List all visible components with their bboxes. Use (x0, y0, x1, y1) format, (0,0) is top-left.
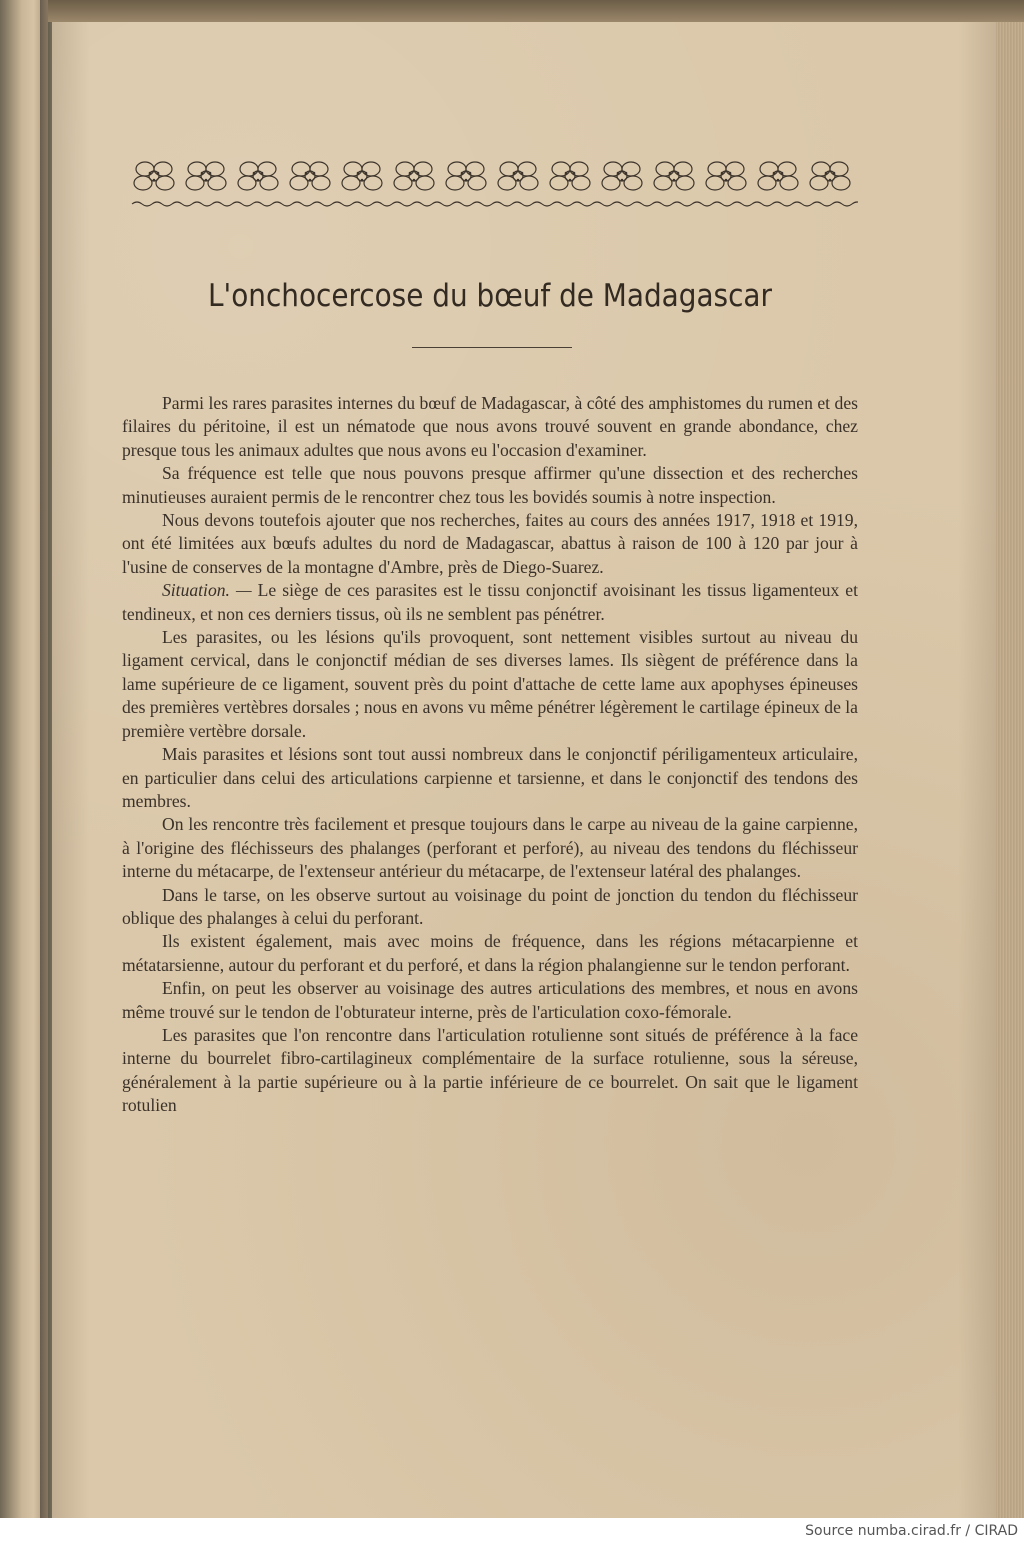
flower-ornament-icon (342, 162, 382, 190)
flower-ornament-icon (550, 162, 590, 190)
flower-ornament-icon (706, 162, 746, 190)
flower-ornament-icon (654, 162, 694, 190)
paragraph-4 (122, 579, 858, 626)
flower-ornament-icon (602, 162, 642, 190)
flower-ornament-icon (186, 162, 226, 190)
paragraph-7: On les rencontre très facilement et presque toujours dans le carpe au niveau de la gaine carpienne, à l'origine des fléchisseurs des phalanges (perforant et perforé), au niveau des tendons du fléchisseur interne du métacarpe, de l'extenseur antérieur du métacarpe, de l'extenseur latéral des phalanges. (122, 814, 858, 882)
paragraph-5: Les parasites, ou les lésions qu'ils provoquent, sont nettement visibles surtout au niveau du ligament cervical, dans le conjonctif médian de ses diverses lames. Ils siègent de préférence dans la lame supérieure de ce ligament, souvent près du point d'attache de cette lame aux apophyses épineuses des premières vertèbres dorsales ; nous en avons vu même pénétrer légèrement le cartilage épineux de la première vertèbre dorsale. (122, 627, 858, 741)
top-page-edge (48, 0, 1024, 22)
paragraph-6: Mais parasites et lésions sont tout aussi nombreux dans le conjonctif périligamenteux articulaire, en particulier dans celui des articulations carpienne et tarsienne, et dans le conjonctif des tendons des membres. (122, 744, 858, 811)
article-title: L'onchocercose du bœuf de Madagascar (208, 278, 772, 314)
flower-ornament-icon (498, 162, 538, 190)
flower-ornament-icon (134, 162, 174, 190)
flower-ornament-icon (758, 162, 798, 190)
title-underline-rule (412, 347, 572, 348)
paragraph-1: Parmi les rares parasites internes du bœuf de Madagascar, à côté des amphistomes du rumen et des filaires du péritoine, il est un nématode que nous avons trouvé souvent en grande abondance, chez presque tous les animaux adultes que nous avons eu l'occasion d'examiner. (122, 393, 858, 460)
floral-ornament-svg (128, 150, 858, 212)
flower-ornament-icon (290, 162, 330, 190)
flower-ornament-icon (810, 162, 850, 190)
article-body (122, 392, 858, 1118)
right-page-edges (996, 22, 1024, 1518)
flower-ornament-icon (446, 162, 486, 190)
paragraph-8: Dans le tarse, on les observe surtout au voisinage du point de jonction du tendon du fléchisseur oblique des phalanges à celui du perforant. (122, 884, 858, 928)
paragraph-2: Sa fréquence est telle que nous pouvons presque affirmer qu'une dissection et des recherches minutieuses auraient permis de le rencontrer chez tous les bovidés soumis à notre inspection. (122, 463, 858, 507)
flower-ornament-icon (238, 162, 278, 190)
paragraph-4-text: Le siège de ces parasites est le tissu conjonctif avoisinant les tissus ligamenteux et tendineux, et non ces derniers tissus, où ils ne semblent pas pénétrer. (122, 580, 858, 624)
paragraph-3: Nous devons toutefois ajouter que nos recherches, faites au cours des années 1917, 1918 et 1919, ont été limitées aux bœufs adultes du nord de Madagascar, abattus à raison de 100 à 120 par jour à l'usine de conserves de la montagne d'Ambre, près de Diego-Suarez. (122, 510, 858, 577)
wavy-rule (132, 202, 858, 206)
situation-label: Situation. — (162, 580, 252, 601)
paragraph-10: Enfin, on peut les observer au voisinage des autres articulations des membres, et nous en avons même trouvé sur le tendon de l'obturateur interne, près de l'articulation coxo-fémorale. (122, 978, 858, 1022)
floral-ornament-band (128, 150, 858, 212)
paragraph-11: Les parasites que l'on rencontre dans l'articulation rotulienne sont situés de préférence à la face interne du bourrelet fibro-cartilagineux complémentaire de la surface rotulienne, sous la séreuse, généralement à la partie supérieure ou à la partie inférieure de ce bourrelet. On sait que le ligament rotulien (122, 1024, 858, 1116)
source-credit: Source numba.cirad.fr / CIRAD (805, 1523, 1018, 1539)
paragraph-9: Ils existent également, mais avec moins de fréquence, dans les régions métacarpienne et métatarsienne, autour du perforant et du perforé, et dans la région phalangienne sur le tendon perforant. (122, 931, 858, 975)
flower-ornament-icon (394, 162, 434, 190)
